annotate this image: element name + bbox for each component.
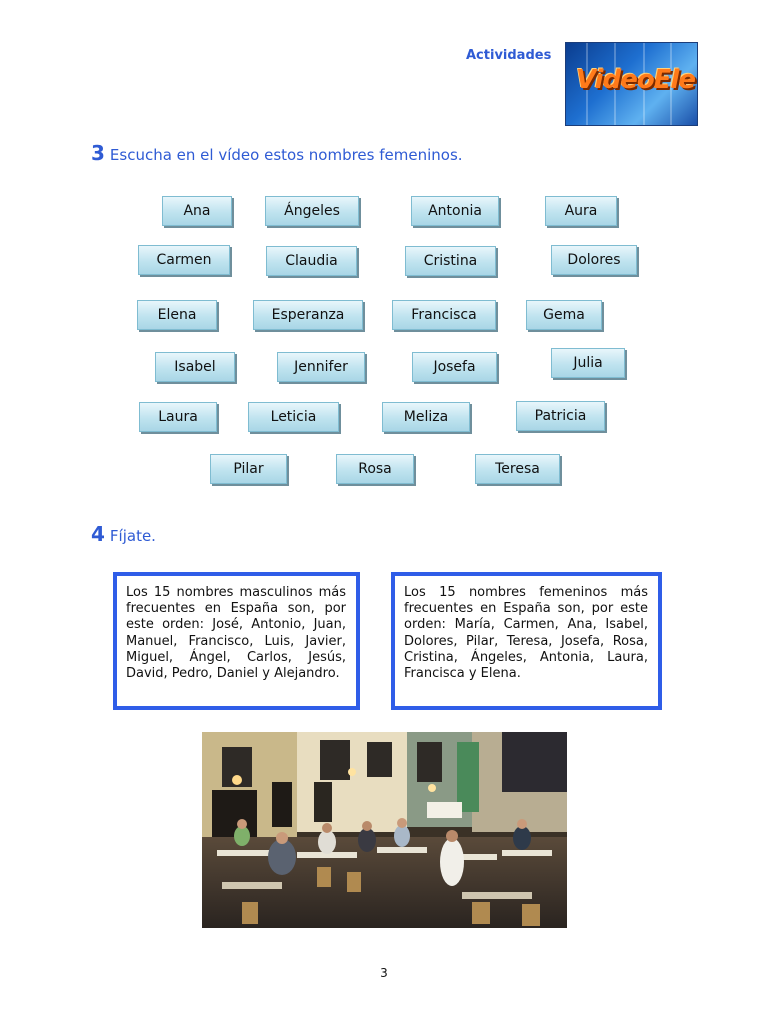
name-card: Julia bbox=[551, 348, 625, 378]
section-4-number: 4 bbox=[91, 522, 105, 546]
logo-text: VideoEle bbox=[576, 65, 695, 95]
feminine-names-box: Los 15 nombres femeninos más frecuentes en España son, por este orden: María, Carmen, Ana, Isabel, Dolores, Pilar, Teresa, Josefa, Rosa, Cristina, Ángeles, Antonia, Laura, Francisca y Elena. bbox=[391, 572, 662, 710]
name-card: Laura bbox=[139, 402, 217, 432]
name-card: Claudia bbox=[266, 246, 357, 276]
street-terrace-photo bbox=[202, 732, 567, 928]
videoele-logo bbox=[565, 42, 698, 126]
name-card: Aura bbox=[545, 196, 617, 226]
name-card: Elena bbox=[137, 300, 217, 330]
page-number: 3 bbox=[380, 966, 388, 980]
header-label: Actividades bbox=[466, 48, 552, 63]
name-card: Teresa bbox=[475, 454, 560, 484]
name-card: Gema bbox=[526, 300, 602, 330]
name-card: Pilar bbox=[210, 454, 287, 484]
section-4-title: Fíjate. bbox=[109, 527, 156, 545]
name-card: Antonia bbox=[411, 196, 499, 226]
name-card: Carmen bbox=[138, 245, 230, 275]
name-card: Jennifer bbox=[277, 352, 365, 382]
name-card: Leticia bbox=[248, 402, 339, 432]
name-card: Cristina bbox=[405, 246, 496, 276]
masculine-names-box: Los 15 nombres masculinos más frecuentes en España son, por este orden: José, Antonio, Juan, Manuel, Francisco, Luis, Javier, Miguel, Ángel, Carlos, Jesús, David, Pedro, Daniel y Alejandro. bbox=[113, 572, 360, 710]
name-card: Josefa bbox=[412, 352, 497, 382]
name-card: Esperanza bbox=[253, 300, 363, 330]
section-3-heading bbox=[91, 141, 463, 165]
section-3-title: Escucha en el vídeo estos nombres femeninos. bbox=[109, 146, 463, 164]
name-card: Francisca bbox=[392, 300, 496, 330]
name-card: Ángeles bbox=[265, 196, 359, 226]
name-card: Rosa bbox=[336, 454, 414, 484]
name-card: Patricia bbox=[516, 401, 605, 431]
section-4-heading bbox=[91, 522, 156, 546]
name-card: Isabel bbox=[155, 352, 235, 382]
section-3-number: 3 bbox=[91, 141, 105, 165]
name-card: Dolores bbox=[551, 245, 637, 275]
name-card: Ana bbox=[162, 196, 232, 226]
name-card: Meliza bbox=[382, 402, 470, 432]
